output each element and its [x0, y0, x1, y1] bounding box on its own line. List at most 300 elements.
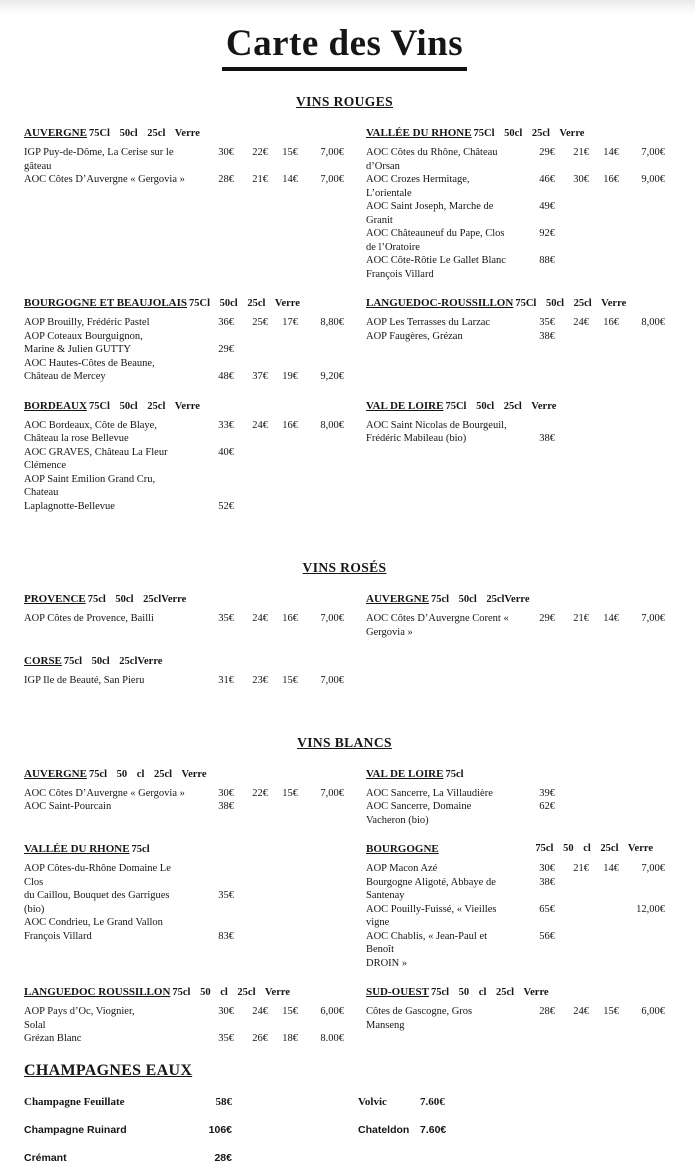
- price-25cl: [268, 862, 298, 889]
- wine-row: [366, 227, 665, 254]
- wine-name: Château la rose Bellevue: [24, 433, 129, 444]
- wine-row: [366, 419, 665, 433]
- price-75cl: 30€: [539, 863, 555, 874]
- region-heading: [24, 768, 344, 780]
- price-75cl: 39€: [539, 787, 555, 799]
- wine-row: [24, 930, 344, 944]
- left-column: [24, 127, 344, 187]
- section-title: VINS ROUGES: [295, 94, 394, 109]
- price-verre: 8,80€: [320, 317, 344, 328]
- price-25cl: 18€: [282, 1033, 298, 1044]
- wine-name: AOP Côtes de Provence, Bailli: [24, 613, 154, 624]
- wine-row: [24, 432, 344, 446]
- price-50cl: 24€: [252, 1006, 268, 1017]
- price-75cl: 38€: [218, 801, 234, 812]
- right-column: [344, 297, 665, 343]
- champagnes-title: CHAMPAGNES EAUX: [24, 1061, 193, 1079]
- size-labels: 75cl 50cl 25clVerre: [87, 594, 187, 605]
- left-column: [24, 593, 344, 626]
- price-verre: [298, 330, 344, 344]
- region-name: AUVERGNE: [24, 767, 87, 780]
- price-verre: [619, 200, 665, 227]
- wine-row: [366, 146, 665, 173]
- wine-row: [24, 916, 344, 930]
- region-name: BOURGOGNE: [366, 843, 439, 855]
- region-name: BORDEAUX: [24, 399, 87, 412]
- wine-name: Solal: [24, 1019, 46, 1031]
- wine-name: AOP Coteaux Bourguignon,: [24, 330, 143, 342]
- price-25cl: [268, 343, 298, 357]
- page-top-shade: [0, 0, 695, 14]
- wine-row: [366, 254, 665, 268]
- price-25cl: [268, 916, 298, 930]
- region-heading: [24, 593, 344, 605]
- price-75cl: 35€: [539, 317, 555, 328]
- price-25cl: 17€: [282, 317, 298, 328]
- price-verre: [619, 787, 665, 801]
- wine-row: [24, 343, 344, 357]
- price-verre: [619, 268, 665, 282]
- price-50cl: 30€: [573, 174, 589, 185]
- price-25cl: [268, 473, 298, 500]
- wine-sections: [24, 93, 665, 1046]
- price-25cl: 14€: [603, 147, 619, 158]
- price-50cl: 24€: [252, 613, 268, 624]
- wine-row: [24, 889, 344, 916]
- price-25cl: [268, 357, 298, 371]
- price-50cl: 25€: [252, 317, 268, 328]
- section-band: [24, 986, 665, 1046]
- price-verre: 7,00€: [641, 613, 665, 624]
- price-verre: 7,00€: [320, 613, 344, 624]
- wine-row: [24, 473, 344, 500]
- wine-row: [24, 330, 344, 344]
- wine-name: AOP Macon Azé: [366, 863, 438, 874]
- region-block: [24, 843, 344, 943]
- size-labels: 75Cl 50cl 25cl Verre: [88, 400, 200, 412]
- wine-row: [366, 800, 665, 827]
- price-verre: 7,00€: [320, 174, 344, 185]
- wine-name: AOC Côtes du Rhône, Château d’Orsan: [366, 147, 498, 172]
- price-verre: [298, 357, 344, 371]
- price-50cl: 21€: [573, 613, 589, 624]
- price-25cl: [268, 500, 298, 514]
- price-verre: 9,00€: [641, 174, 665, 185]
- price-75cl: [194, 330, 234, 344]
- size-labels: 75cl 50cl 25clVerre: [430, 594, 530, 605]
- price-75cl: 31€: [218, 675, 234, 686]
- champagne-row: [24, 1152, 665, 1164]
- region-heading: [366, 127, 665, 139]
- price-verre: [298, 1019, 344, 1033]
- size-labels: 75Cl 50cl 25cl Verre: [473, 128, 585, 139]
- price-50cl: [234, 432, 268, 446]
- price-75cl: [515, 419, 555, 433]
- region-heading: [24, 986, 344, 998]
- section-band: [24, 297, 665, 384]
- wine-name: AOC Châteauneuf du Pape, Clos de l’Oratoire: [366, 228, 505, 253]
- price-75cl: 88€: [539, 255, 555, 266]
- price-75cl: 49€: [539, 201, 555, 212]
- price-75cl: 56€: [539, 930, 555, 942]
- price-verre: 9,20€: [320, 371, 344, 382]
- price-75cl: 30€: [218, 787, 234, 799]
- wine-name: François Villard: [24, 930, 92, 942]
- price-50cl: 21€: [573, 147, 589, 158]
- section-title: VINS ROSÉS: [302, 560, 387, 575]
- price-50cl: [234, 330, 268, 344]
- price-verre: 6,00€: [320, 1006, 344, 1017]
- price-75cl: 46€: [539, 174, 555, 185]
- price-25cl: 16€: [282, 613, 298, 624]
- left-column: [24, 768, 344, 814]
- price-25cl: 15€: [282, 675, 298, 686]
- price-75cl: 30€: [218, 147, 234, 158]
- price-75cl: 29€: [539, 613, 555, 624]
- price-25cl: 16€: [603, 317, 619, 328]
- price-75cl: [194, 1019, 234, 1033]
- wine-row: [366, 612, 665, 639]
- price-50cl: 24€: [573, 1006, 589, 1017]
- price-25cl: [589, 419, 619, 433]
- region-name: VALLÉE DU RHONE: [24, 843, 130, 855]
- price-75cl: 38€: [539, 433, 555, 444]
- wine-row: [366, 862, 665, 876]
- champagnes-title-wrap: [24, 1062, 665, 1080]
- wine-name: AOP Brouilly, Frédéric Pastel: [24, 317, 150, 328]
- price-verre: 7,00€: [320, 787, 344, 799]
- price-75cl: 28€: [218, 174, 234, 185]
- region-block: [366, 843, 665, 970]
- price-verre: [619, 957, 665, 971]
- region-name: VAL DE LOIRE: [366, 767, 444, 780]
- price-25cl: [589, 957, 619, 971]
- price-25cl: 15€: [282, 147, 298, 158]
- wine-row: [366, 432, 665, 446]
- region-name: LANGUEDOC ROUSSILLON: [24, 986, 171, 998]
- left-column: [24, 297, 344, 384]
- price-25cl: [268, 330, 298, 344]
- price-verre: [298, 889, 344, 916]
- price-25cl: [589, 432, 619, 446]
- price-25cl: [589, 330, 619, 344]
- price-50cl: [555, 876, 589, 903]
- price-verre: [619, 876, 665, 903]
- menu-page: [0, 22, 695, 1164]
- price-50cl: [234, 930, 268, 944]
- region-block: [366, 127, 665, 281]
- price-50cl: [234, 473, 268, 500]
- region-name: BOURGOGNE ET BEAUJOLAIS: [24, 297, 188, 309]
- section-title: VINS BLANCS: [297, 734, 392, 750]
- wine-row: [24, 146, 344, 173]
- wine-name: AOP Pays d’Oc, Viognier,: [24, 1006, 135, 1017]
- wine-name: IGP Puy-de-Dôme, La Cerise sur le gâteau: [24, 147, 174, 172]
- price-25cl: [589, 254, 619, 268]
- price-verre: [298, 446, 344, 473]
- price-verre: [619, 330, 665, 344]
- wine-name: Frédéric Mabileau (bio): [366, 433, 467, 444]
- region-heading: [24, 400, 344, 412]
- right-column: [344, 400, 665, 446]
- champagne-price: 58€: [215, 1095, 232, 1108]
- wine-row: [24, 500, 344, 514]
- price-75cl: 38€: [539, 330, 555, 342]
- price-25cl: [268, 1019, 298, 1033]
- wine-row: [366, 930, 665, 957]
- price-50cl: [555, 200, 589, 227]
- price-75cl: 35€: [218, 890, 234, 901]
- price-75cl: 33€: [218, 419, 234, 431]
- wine-name: AOC Crozes Hermitage, L’orientale: [366, 174, 470, 199]
- region-block: [24, 655, 344, 688]
- region-block: [24, 400, 344, 514]
- price-75cl: [515, 957, 555, 971]
- price-50cl: 21€: [573, 863, 589, 874]
- region-block: [366, 768, 665, 828]
- price-50cl: [234, 862, 268, 889]
- region-heading: [366, 593, 665, 605]
- left-column: [24, 655, 344, 688]
- price-50cl: 23€: [252, 675, 268, 686]
- size-labels: 75Cl 50cl 25cl Verre: [445, 400, 557, 412]
- price-25cl: [268, 930, 298, 944]
- wine-row: [24, 1019, 344, 1033]
- price-50cl: [555, 432, 589, 446]
- wine-name: AOC Bordeaux, Côte de Blaye,: [24, 419, 157, 431]
- price-50cl: [555, 227, 589, 254]
- right-column: [344, 593, 665, 639]
- price-25cl: [589, 268, 619, 282]
- section-title-wrap: [24, 93, 665, 111]
- price-verre: 6,00€: [641, 1006, 665, 1017]
- wine-name: du Caillou, Bouquet des Garrigues (bio): [24, 890, 170, 915]
- size-labels: 75cl 50 cl 25cl Verre: [88, 768, 207, 780]
- price-75cl: 36€: [218, 317, 234, 328]
- wine-row: [366, 1005, 665, 1032]
- wine-name: AOC Côtes D’Auvergne Corent « Gergovia »: [366, 613, 509, 638]
- price-50cl: [234, 500, 268, 514]
- price-25cl: 14€: [603, 613, 619, 624]
- price-50cl: 24€: [573, 317, 589, 328]
- price-50cl: [555, 268, 589, 282]
- price-25cl: [589, 876, 619, 903]
- price-verre: 8,00€: [320, 419, 344, 431]
- region-name: SUD-OUEST: [366, 986, 429, 998]
- price-75cl: 65€: [539, 903, 555, 915]
- price-verre: [619, 930, 665, 957]
- price-verre: [298, 916, 344, 930]
- wine-row: [366, 200, 665, 227]
- wine-row: [24, 1032, 344, 1046]
- size-labels: 75cl: [131, 844, 150, 855]
- region-block: [24, 297, 344, 384]
- price-25cl: 14€: [282, 174, 298, 185]
- wine-name: AOC Sancerre, La Villaudière: [366, 787, 493, 799]
- champagne-row: [24, 1096, 665, 1108]
- price-25cl: 19€: [282, 371, 298, 382]
- wine-name: AOC Hautes-Côtes de Beaune,: [24, 357, 155, 369]
- price-verre: 12,00€: [636, 903, 665, 915]
- wine-row: [24, 1005, 344, 1019]
- price-75cl: 92€: [539, 228, 555, 239]
- price-25cl: 14€: [603, 863, 619, 874]
- right-column: [344, 843, 665, 970]
- size-labels: 75cl 50cl 25clVerre: [63, 656, 163, 667]
- price-verre: [619, 432, 665, 446]
- size-labels: 75cl 50 cl 25cl Verre: [430, 987, 549, 998]
- wine-name: Bourgogne Aligoté, Abbaye de Santenay: [366, 876, 496, 901]
- price-25cl: [268, 889, 298, 916]
- price-75cl: [194, 862, 234, 889]
- price-25cl: [589, 800, 619, 827]
- price-50cl: [234, 343, 268, 357]
- champagne-name: Champagne Feuillate: [24, 1095, 125, 1108]
- price-verre: [298, 930, 344, 944]
- region-heading: [366, 986, 665, 998]
- menu-title: Carte des Vins: [222, 22, 467, 71]
- price-75cl: 83€: [218, 930, 234, 942]
- price-25cl: [589, 200, 619, 227]
- price-50cl: 21€: [252, 174, 268, 185]
- section-band: [24, 127, 665, 281]
- price-25cl: [268, 446, 298, 473]
- size-labels: 75Cl 50cl 25cl Verre: [189, 298, 300, 309]
- wine-name: AOC Côtes D’Auvergne « Gergovia »: [24, 174, 185, 185]
- menu-title-wrap: [24, 22, 665, 71]
- wine-row: [366, 903, 665, 930]
- wine-row: [366, 316, 665, 330]
- water-name: Chateldon: [358, 1123, 410, 1136]
- price-75cl: [194, 473, 234, 500]
- price-50cl: [555, 254, 589, 268]
- price-50cl: [555, 330, 589, 344]
- price-50cl: 24€: [252, 419, 268, 431]
- price-25cl: [589, 227, 619, 254]
- price-75cl: 35€: [218, 1033, 234, 1044]
- left-column: [24, 400, 344, 514]
- price-75cl: 62€: [539, 801, 555, 812]
- region-heading: [24, 843, 344, 855]
- section-title-wrap: [24, 734, 665, 752]
- price-50cl: [555, 903, 589, 930]
- price-verre: [619, 800, 665, 827]
- price-50cl: [555, 787, 589, 801]
- price-75cl: 38€: [539, 876, 555, 888]
- water-name: Volvic: [358, 1095, 387, 1108]
- price-25cl: 16€: [603, 174, 619, 185]
- size-labels: 75cl 50 cl 25cl Verre: [535, 843, 653, 854]
- price-50cl: [234, 800, 268, 814]
- wine-name: AOC Pouilly-Fuissé, « Vieilles vigne: [366, 903, 497, 928]
- wine-name: AOC Chablis, « Jean-Paul et Benoît: [366, 930, 488, 955]
- region-heading: [366, 297, 665, 309]
- region-block: [24, 986, 344, 1046]
- price-verre: [298, 343, 344, 357]
- wine-name: Marine & Julien GUTTY: [24, 344, 132, 355]
- size-labels: 75Cl 50cl 25cl Verre: [88, 128, 200, 139]
- price-75cl: 35€: [218, 613, 234, 624]
- wine-name: AOP Les Terrasses du Larzac: [366, 317, 491, 328]
- section-band: [24, 655, 665, 688]
- price-50cl: [555, 800, 589, 827]
- region-heading: [366, 768, 665, 780]
- region-heading: [366, 400, 665, 412]
- region-heading: [24, 297, 344, 309]
- wine-name: AOC Saint Joseph, Marche de Granit: [366, 201, 494, 226]
- price-50cl: [234, 446, 268, 473]
- wine-row: [24, 674, 344, 688]
- price-25cl: [589, 930, 619, 957]
- wine-row: [366, 787, 665, 801]
- price-25cl: [268, 800, 298, 814]
- price-verre: 7,00€: [641, 863, 665, 874]
- price-75cl: 30€: [218, 1006, 234, 1017]
- wine-row: [24, 800, 344, 814]
- price-verre: [298, 500, 344, 514]
- price-25cl: 15€: [282, 1006, 298, 1017]
- price-75cl: [194, 916, 234, 930]
- price-50cl: 26€: [252, 1033, 268, 1044]
- price-verre: [619, 227, 665, 254]
- price-verre: [298, 473, 344, 500]
- price-50cl: [234, 1019, 268, 1033]
- wine-name: AOC Saint-Pourcain: [24, 801, 112, 812]
- section-title-wrap: [24, 559, 665, 577]
- wine-name: AOC Condrieu, Le Grand Vallon: [24, 917, 163, 928]
- size-labels: 75cl: [445, 768, 464, 780]
- region-block: [366, 297, 665, 343]
- wine-name: IGP Ile de Beauté, San Pieru: [24, 675, 145, 686]
- wine-row: [24, 419, 344, 433]
- wine-row: [24, 357, 344, 371]
- size-labels: 75cl 50 cl 25cl Verre: [172, 987, 291, 998]
- wine-row: [366, 957, 665, 971]
- region-block: [24, 768, 344, 814]
- wine-row: [366, 268, 665, 282]
- wine-name: AOC Côtes D’Auvergne « Gergovia »: [24, 787, 185, 799]
- price-50cl: 37€: [252, 371, 268, 382]
- right-column: [344, 127, 665, 281]
- price-75cl: 29€: [218, 344, 234, 355]
- region-name: PROVENCE: [24, 593, 86, 605]
- wine-name: AOC Saint Nicolas de Bourgeuil,: [366, 419, 507, 431]
- price-verre: 7,00€: [320, 147, 344, 158]
- region-name: CORSE: [24, 655, 62, 667]
- price-25cl: 16€: [282, 419, 298, 431]
- wine-name: AOC Sancerre, Domaine Vacheron (bio): [366, 801, 472, 826]
- price-75cl: 48€: [218, 371, 234, 382]
- price-50cl: [234, 889, 268, 916]
- left-column: [24, 986, 344, 1046]
- water-price: 7.60€: [420, 1095, 445, 1108]
- price-50cl: 22€: [252, 147, 268, 158]
- section-band: [24, 768, 665, 828]
- price-50cl: [555, 957, 589, 971]
- region-block: [24, 593, 344, 626]
- region-block: [24, 127, 344, 187]
- wine-name: AOP Faugères, Grézan: [366, 330, 463, 342]
- wine-name: AOP Côtes-du-Rhône Domaine Le Clos: [24, 863, 171, 888]
- price-verre: [619, 419, 665, 433]
- price-verre: [619, 254, 665, 268]
- price-verre: 8,00€: [641, 317, 665, 328]
- price-verre: [298, 862, 344, 889]
- wine-name: Grézan Blanc: [24, 1033, 82, 1044]
- wine-row: [24, 612, 344, 626]
- region-block: [366, 986, 665, 1032]
- price-50cl: [555, 930, 589, 957]
